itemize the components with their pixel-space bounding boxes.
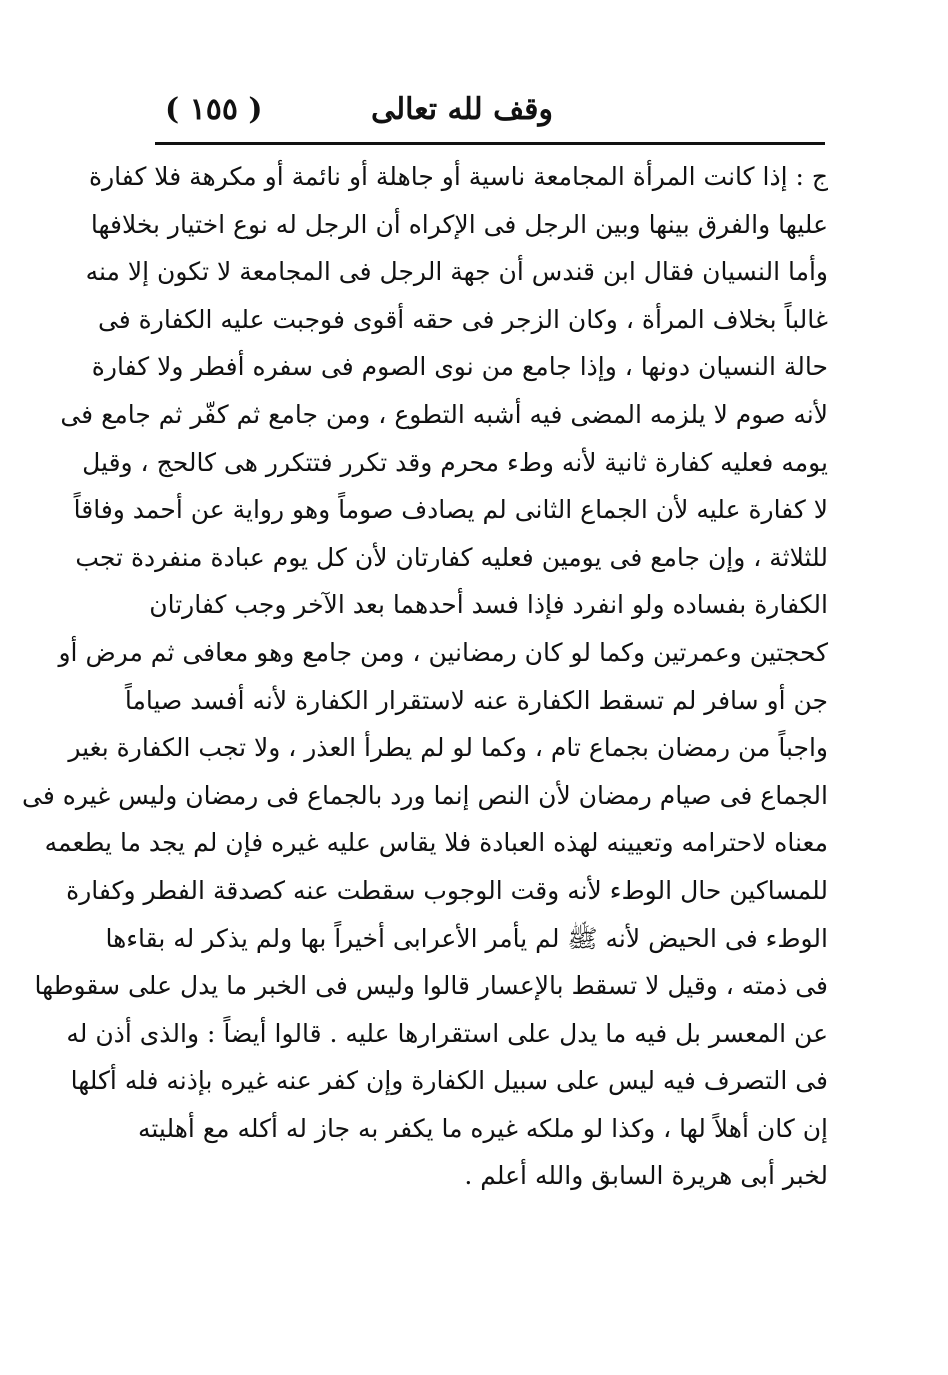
text-line: لأنه صوم لا يلزمه المضى فيه أشبه التطوع ، ومن جامع ثم كفّر ثم جامع فى — [60, 399, 828, 429]
page-header — [155, 88, 823, 132]
body-text — [21, 153, 828, 1200]
running-title: وقف لله تعالى — [370, 92, 553, 127]
text-line: كحجتين وعمرتين وكما لو كان رمضانين ، ومن جامع وهو معافى ثم مرض أو — [58, 637, 828, 667]
text-line: وأما النسيان فقال ابن قندس أن جهة الرجل فى المجامعة لا تكون إلا منه — [85, 257, 828, 287]
text-line: فى التصرف فيه ليس على سبيل الكفارة وإن كفر عنه غيره بإذنه فله أكلها — [70, 1066, 828, 1096]
text-line: معناه لاحترامه وتعيينه لهذه العبادة فلا يقاس عليه غيره فإن لم يجد ما يطعمه — [44, 828, 828, 858]
text-line: جن أو سافر لم تسقط الكفارة عنه لاستقرار الكفارة لأنه أفسد صياماً — [124, 685, 828, 715]
text-line: إن كان أهلاً لها ، وكذا لو ملكه غيره ما يكفر به جاز له أكله مع أهليته — [137, 1113, 828, 1143]
text-line: لا كفارة عليه لأن الجماع الثانى لم يصادف صوماً وهو رواية عن أحمد وفاقاً — [73, 495, 828, 525]
text-line: فى ذمته ، وقيل لا تسقط بالإعسار قالوا وليس فى الخبر ما يدل على سقوطها — [34, 971, 828, 1001]
text-line: ج : إذا كانت المرأة المجامعة ناسية أو جاهلة أو نائمة أو مكرهة فلا كفارة — [89, 162, 828, 191]
text-line: للثلاثة ، وإن جامع فى يومين فعليه كفارتان لأن كل يوم عبادة منفردة تجب — [75, 542, 828, 572]
text-line: عن المعسر بل فيه ما يدل على استقرارها عليه . قالوا أيضاً : والذى أذن له — [66, 1018, 828, 1048]
page-number: ( ١٥٥ ) — [165, 92, 263, 127]
text-line: حالة النسيان دونها ، وإذا جامع من نوى الصوم فى سفره أفطر ولا كفارة — [91, 352, 828, 382]
text-line: الجماع فى صيام رمضان لأن النص إنما ورد بالجماع فى رمضان وليس غيره فى — [21, 780, 828, 810]
text-line: عليها والفرق بينها وبين الرجل فى الإكراه أن الرجل له نوع اختيار بخلافها — [90, 209, 828, 239]
text-line: لخبر أبى هريرة السابق والله أعلم . — [464, 1161, 828, 1191]
text-line: واجباً من رمضان بجماع تام ، وكما لو لم يطرأ العذر ، ولا تجب الكفارة بغير — [68, 733, 828, 763]
header-rule — [155, 142, 825, 145]
text-line: الكفارة بفساده ولو انفرد فإذا فسد أحدهما بعد الآخر وجب كفارتان — [149, 590, 828, 620]
text-line: الوطء فى الحيض لأنه ﷺ لم يأمر الأعرابى أخيراً بها ولم يذكر له بقاءها — [105, 923, 828, 953]
text-line: غالباً بخلاف المرأة ، وكان الزجر فى حقه أقوى فوجبت عليه الكفارة فى — [97, 304, 828, 334]
text-line: للمساكين حال الوطء لأنه وقت الوجوب سقطت عنه كصدقة الفطر وكفارة — [66, 875, 828, 905]
text-line: يومه فعليه كفارة ثانية لأنه وطء محرم وقد تكرر فتتكرر هى كالحج ، وقيل — [82, 447, 828, 477]
